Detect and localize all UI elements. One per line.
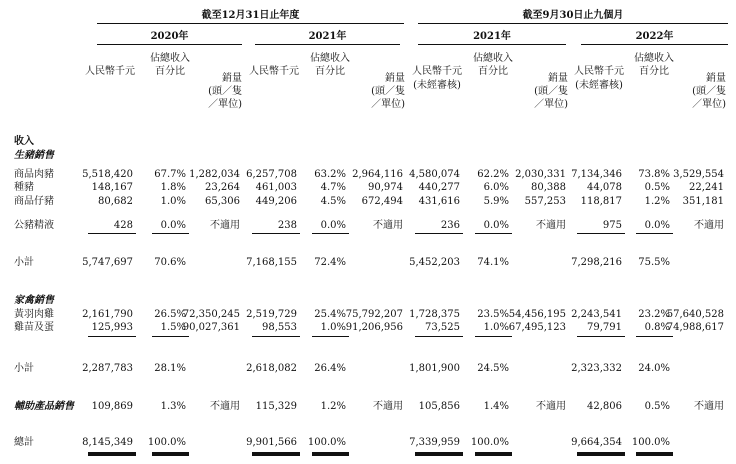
- subtotal-rule: [415, 233, 463, 234]
- volume-header: ／單位): [371, 99, 405, 110]
- total-double-rule: [475, 452, 512, 456]
- subtotal-rule: [475, 233, 512, 234]
- table-cell: 1,728,375: [409, 309, 460, 320]
- header-nine-months-rule: [418, 23, 728, 24]
- total-double-rule: [252, 452, 300, 456]
- table-cell: 236: [440, 220, 460, 231]
- subtotal-rule: [252, 336, 300, 337]
- header-nine-months: 截至9月30日止九個月: [522, 10, 624, 21]
- year-rule: [255, 44, 400, 45]
- table-cell: 2,519,729: [246, 309, 297, 320]
- year-header: 2022年: [635, 31, 674, 42]
- table-cell: 0.0%: [644, 220, 670, 231]
- table-cell: 1.0%: [483, 322, 509, 333]
- table-cell: 148,167: [91, 182, 133, 193]
- table-cell: 73.8%: [638, 169, 670, 180]
- total-double-rule: [152, 452, 189, 456]
- table-cell: 109,869: [91, 401, 133, 412]
- table-cell: 351,181: [682, 196, 724, 207]
- table-cell: 7,339,959: [409, 437, 460, 448]
- volume-header: 銷量: [706, 73, 726, 84]
- unaudited-header: (未經審核): [575, 80, 623, 91]
- table-cell: 0.0%: [320, 220, 346, 231]
- table-cell: 7,134,346: [571, 169, 622, 180]
- table-cell: 23.2%: [638, 309, 670, 320]
- row-label: 黃羽肉雞: [14, 309, 54, 320]
- table-cell: 不適用: [210, 401, 240, 412]
- table-cell: 80,682: [98, 196, 133, 207]
- table-cell: 672,494: [361, 196, 403, 207]
- year-rule: [581, 44, 728, 45]
- table-cell: 0.8%: [644, 322, 670, 333]
- table-cell: 不適用: [373, 220, 403, 231]
- table-cell: 22,241: [689, 182, 724, 193]
- subtotal-rule: [152, 336, 189, 337]
- table-cell: 26.5%: [154, 309, 186, 320]
- table-cell: 24.5%: [477, 363, 509, 374]
- table-cell: 100.0%: [631, 437, 670, 448]
- subtotal-rule: [88, 336, 136, 337]
- year-rule: [418, 44, 566, 45]
- table-cell: 238: [277, 220, 297, 231]
- table-cell: 1,801,900: [409, 363, 460, 374]
- total-double-rule: [577, 452, 625, 456]
- pct-header: 百分比: [639, 66, 669, 77]
- header-annual-rule: [97, 23, 404, 24]
- volume-header: ／單位): [208, 99, 242, 110]
- table-cell: 23,264: [205, 182, 240, 193]
- table-cell: 8,145,349: [82, 437, 133, 448]
- table-cell: 428: [113, 220, 133, 231]
- pct-header: 佔總收入: [310, 53, 350, 64]
- rmb-header: 人民幣千元: [85, 66, 135, 77]
- table-cell: 72,350,245: [182, 309, 240, 320]
- table-cell: 0.5%: [644, 401, 670, 412]
- table-cell: 7,298,216: [571, 257, 622, 268]
- table-cell: 1.5%: [160, 322, 186, 333]
- table-cell: 440,277: [418, 182, 460, 193]
- table-cell: 24.0%: [638, 363, 670, 374]
- table-cell: 74.1%: [477, 257, 509, 268]
- year-header: 2021年: [308, 31, 347, 42]
- table-cell: 431,616: [418, 196, 460, 207]
- table-cell: 1.2%: [320, 401, 346, 412]
- table-cell: 5,452,203: [409, 257, 460, 268]
- table-cell: 975: [602, 220, 622, 231]
- subtotal-rule: [636, 233, 673, 234]
- table-cell: 100.0%: [147, 437, 186, 448]
- table-cell: 2,030,331: [515, 169, 566, 180]
- table-cell: 100.0%: [307, 437, 346, 448]
- volume-header: (頭／隻: [534, 86, 568, 97]
- table-cell: 4,580,074: [409, 169, 460, 180]
- table-cell: 42,806: [587, 401, 622, 412]
- table-cell: 2,287,783: [82, 363, 133, 374]
- table-cell: 62.2%: [477, 169, 509, 180]
- table-cell: 98,553: [262, 322, 297, 333]
- table-cell: 6,257,708: [246, 169, 297, 180]
- subtotal-rule: [88, 233, 136, 234]
- volume-header: 銷量: [385, 73, 405, 84]
- table-cell: 73,525: [425, 322, 460, 333]
- table-cell: 125,993: [91, 322, 133, 333]
- volume-header: (頭／隻: [692, 86, 726, 97]
- table-cell: 1.8%: [160, 182, 186, 193]
- table-cell: 4.7%: [320, 182, 346, 193]
- subtotal-rule: [636, 336, 673, 337]
- table-cell: 75,792,207: [345, 309, 403, 320]
- volume-header: (頭／隻: [371, 86, 405, 97]
- table-cell: 100.0%: [470, 437, 509, 448]
- year-header: 2020年: [150, 31, 189, 42]
- header-annual: 截至12月31日止年度: [201, 10, 300, 21]
- row-label: 商品肉豬: [14, 169, 54, 180]
- table-cell: 1.3%: [160, 401, 186, 412]
- table-cell: 9,901,566: [246, 437, 297, 448]
- total-double-rule: [88, 452, 136, 456]
- table-cell: 2,161,790: [82, 309, 133, 320]
- table-cell: 72.4%: [314, 257, 346, 268]
- table-cell: 44,078: [587, 182, 622, 193]
- volume-header: 銷量: [548, 73, 568, 84]
- total-double-rule: [312, 452, 349, 456]
- table-cell: 0.5%: [644, 182, 670, 193]
- table-cell: 57,640,528: [666, 309, 724, 320]
- table-cell: 557,253: [524, 196, 566, 207]
- table-cell: 不適用: [536, 401, 566, 412]
- table-cell: 2,964,116: [352, 169, 403, 180]
- row-label: 小計: [14, 363, 34, 374]
- pct-header: 佔總收入: [634, 53, 674, 64]
- rmb-header: 人民幣千元: [249, 66, 299, 77]
- table-cell: 90,027,361: [182, 322, 240, 333]
- table-cell: 0.0%: [160, 220, 186, 231]
- volume-header: ／單位): [534, 99, 568, 110]
- table-cell: 1.0%: [320, 322, 346, 333]
- table-cell: 65,306: [205, 196, 240, 207]
- table-cell: 6.0%: [483, 182, 509, 193]
- total-double-rule: [636, 452, 673, 456]
- table-cell: 不適用: [694, 401, 724, 412]
- table-cell: 70.6%: [154, 257, 186, 268]
- subtotal-rule: [152, 233, 189, 234]
- table-cell: 不適用: [536, 220, 566, 231]
- table-cell: 461,003: [255, 182, 297, 193]
- table-cell: 67,495,123: [508, 322, 566, 333]
- section-aux: 輔助產品銷售: [14, 401, 74, 412]
- table-cell: 2,323,332: [571, 363, 622, 374]
- table-cell: 28.1%: [154, 363, 186, 374]
- table-cell: 54,456,195: [508, 309, 566, 320]
- section-hog: 生豬銷售: [14, 150, 54, 161]
- row-label: 總計: [14, 437, 34, 448]
- row-label: 小計: [14, 257, 34, 268]
- table-cell: 不適用: [694, 220, 724, 231]
- table-cell: 90,974: [368, 182, 403, 193]
- rmb-header: 人民幣千元: [574, 66, 624, 77]
- total-double-rule: [415, 452, 463, 456]
- year-rule: [97, 44, 242, 45]
- row-label: 雞苗及蛋: [14, 322, 54, 333]
- table-cell: 5.9%: [483, 196, 509, 207]
- table-cell: 75.5%: [638, 257, 670, 268]
- section-revenue: 收入: [14, 136, 34, 147]
- table-cell: 5,747,697: [82, 257, 133, 268]
- volume-header: (頭／隻: [208, 86, 242, 97]
- pct-header: 百分比: [478, 66, 508, 77]
- table-cell: 80,388: [531, 182, 566, 193]
- table-cell: 25.4%: [314, 309, 346, 320]
- subtotal-rule: [577, 336, 625, 337]
- unaudited-header: (未經審核): [413, 80, 461, 91]
- volume-header: 銷量: [222, 73, 242, 84]
- table-cell: 105,856: [418, 401, 460, 412]
- table-cell: 1.4%: [483, 401, 509, 412]
- table-cell: 9,664,354: [571, 437, 622, 448]
- section-poultry: 家禽銷售: [14, 295, 54, 306]
- table-cell: 2,243,541: [571, 309, 622, 320]
- subtotal-rule: [475, 336, 512, 337]
- table-cell: 2,618,082: [246, 363, 297, 374]
- subtotal-rule: [577, 233, 625, 234]
- table-cell: 91,206,956: [345, 322, 403, 333]
- table-cell: 79,791: [587, 322, 622, 333]
- pct-header: 佔總收入: [150, 53, 190, 64]
- table-cell: 4.5%: [320, 196, 346, 207]
- table-cell: 0.0%: [483, 220, 509, 231]
- pct-header: 百分比: [315, 66, 345, 77]
- table-cell: 3,529,554: [673, 169, 724, 180]
- table-cell: 449,206: [255, 196, 297, 207]
- table-cell: 不適用: [210, 220, 240, 231]
- row-label: 公豬精液: [14, 220, 54, 231]
- table-cell: 67.7%: [154, 169, 186, 180]
- table-cell: 74,988,617: [666, 322, 724, 333]
- volume-header: ／單位): [692, 99, 726, 110]
- table-cell: 63.2%: [314, 169, 346, 180]
- table-cell: 7,168,155: [246, 257, 297, 268]
- table-cell: 5,518,420: [82, 169, 133, 180]
- subtotal-rule: [415, 336, 463, 337]
- rmb-header: 人民幣千元: [412, 66, 462, 77]
- table-cell: 26.4%: [314, 363, 346, 374]
- pct-header: 佔總收入: [473, 53, 513, 64]
- table-cell: 1,282,034: [189, 169, 240, 180]
- subtotal-rule: [312, 336, 349, 337]
- table-cell: 118,817: [580, 196, 622, 207]
- table-cell: 23.5%: [477, 309, 509, 320]
- table-cell: 1.2%: [644, 196, 670, 207]
- year-header: 2021年: [473, 31, 511, 42]
- row-label: 種豬: [14, 182, 34, 193]
- subtotal-rule: [252, 233, 300, 234]
- table-cell: 1.0%: [160, 196, 186, 207]
- subtotal-rule: [312, 233, 349, 234]
- row-label: 商品仔豬: [14, 196, 54, 207]
- pct-header: 百分比: [155, 66, 185, 77]
- table-cell: 不適用: [373, 401, 403, 412]
- table-cell: 115,329: [255, 401, 297, 412]
